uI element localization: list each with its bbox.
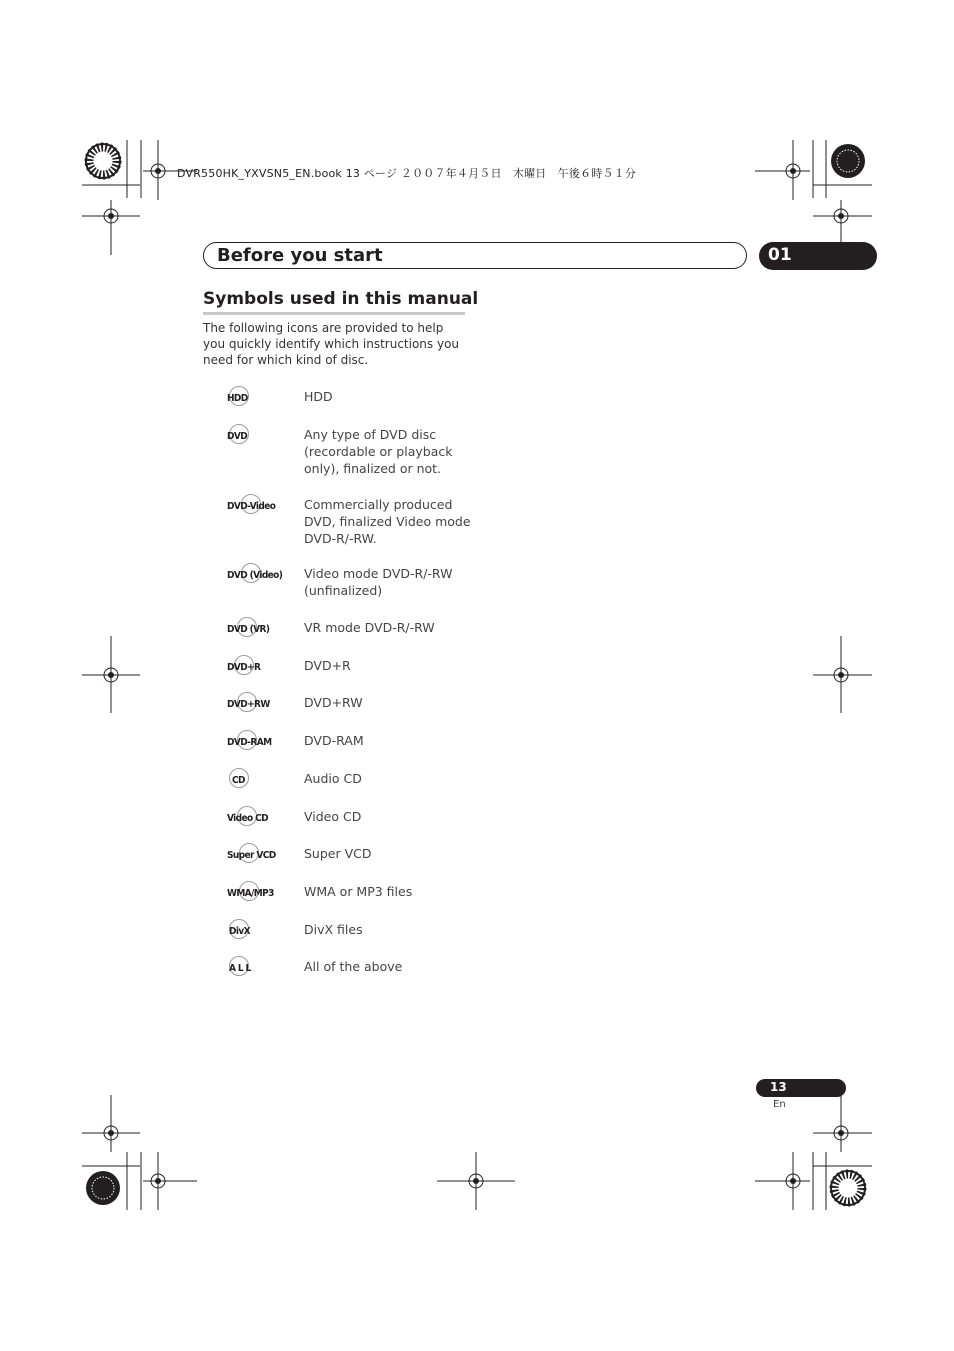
chapter-header: [203, 242, 747, 269]
dvd-ram-disc-icon: DVD-RAM: [227, 730, 271, 750]
chapter-number: 01: [768, 245, 792, 265]
dvd-video-mode-disc-icon: DVD (Video): [227, 563, 282, 583]
symbol-description: HDD: [304, 389, 333, 404]
section-underline: [203, 312, 465, 315]
all-disc-icon: A L L: [227, 956, 249, 976]
dvd-video-disc-icon: DVD-Video: [227, 494, 275, 514]
symbol-description: DVD-RAM: [304, 733, 364, 748]
symbol-description: Super VCD: [304, 846, 372, 861]
divx-disc-icon: DivX: [227, 919, 248, 939]
video-cd-disc-icon: Video CD: [227, 806, 268, 826]
symbol-description: Any type of DVD disc (recordable or playback only), finalized or not.: [304, 427, 453, 476]
cd-disc-icon: CD: [227, 768, 240, 788]
chapter-tab: [759, 242, 877, 270]
symbol-description: Video CD: [304, 809, 362, 824]
intro-paragraph: The following icons are provided to help you quickly identify which instructions you need for which kind of disc.: [203, 321, 460, 367]
dvd-plus-r-disc-icon: DVD+R: [227, 655, 260, 675]
section-title: Symbols used in this manual: [203, 289, 479, 309]
symbol-description: DVD+RW: [304, 695, 363, 710]
symbol-description: All of the above: [304, 959, 403, 974]
dvd-plus-rw-disc-icon: DVD+RW: [227, 692, 270, 712]
page-number-tab: [756, 1079, 846, 1097]
super-vcd-disc-icon: Super VCD: [227, 843, 276, 863]
symbol-description: DVD+R: [304, 658, 351, 673]
dvd-disc-icon: DVD: [227, 424, 247, 444]
hdd-disc-icon: HDD: [227, 386, 248, 406]
symbol-description: Audio CD: [304, 771, 362, 786]
symbol-description: WMA or MP3 files: [304, 884, 413, 899]
dvd-vr-disc-icon: DVD (VR): [227, 617, 269, 637]
page-number: 13: [770, 1080, 787, 1094]
symbol-description: VR mode DVD-R/-RW: [304, 620, 435, 635]
print-header: DVR550HK_YXVSN5_EN.book 13 ページ ２００７年４月５日 木曜日 午後６時５１分: [177, 167, 637, 180]
wma-mp3-disc-icon: WMA/MP3: [227, 881, 274, 901]
symbol-description: Commercially produced DVD, finalized Video mode DVD-R/-RW.: [304, 497, 471, 546]
symbol-description: Video mode DVD-R/-RW (unfinalized): [304, 566, 453, 598]
chapter-title: Before you start: [217, 245, 383, 266]
page-language: En: [773, 1099, 786, 1110]
symbol-description: DivX files: [304, 922, 363, 937]
